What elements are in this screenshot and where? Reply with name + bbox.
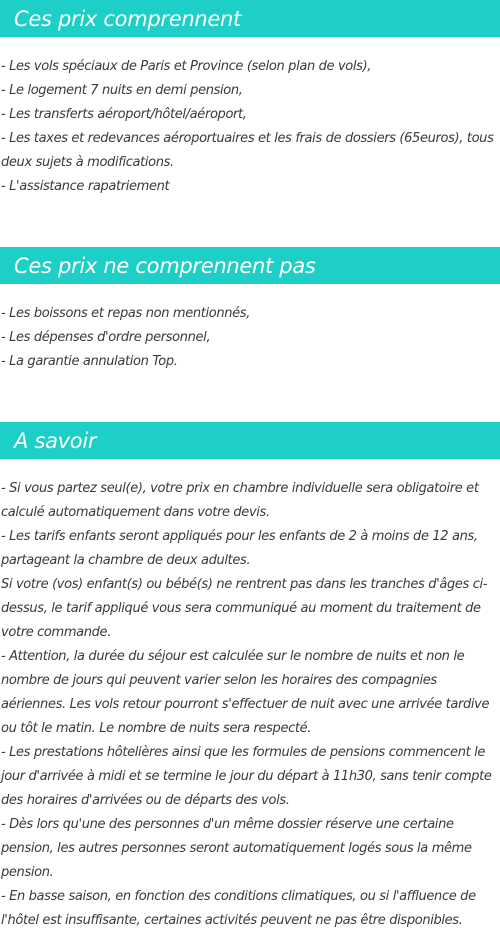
section-header [0,247,500,284]
section-included [0,0,500,199]
text-line: - Les boissons et repas non mentionnés, [1,306,250,321]
text-line: - Dès lors qu'une des personnes d'un même dossier réserve une certaine [1,817,454,832]
text-line: - La garantie annulation Top. [1,354,178,369]
text-line: jour d'arrivée à midi et se termine le jour du départ à 11h30, sans tenir compte [1,769,492,784]
text-line: ou tôt le matin. Le nombre de nuits sera respecté. [1,721,312,736]
text-line: - L'assistance rapatriement [1,179,170,194]
text-line: - En basse saison, en fonction des conditions climatiques, ou si l'affluence de [1,889,476,904]
text-line: nombre de jours qui peuvent varier selon les horaires des compagnies [1,673,437,688]
text-line: votre commande. [1,625,111,640]
text-line: - Les tarifs enfants seront appliqués pour les enfants de 2 à moins de 12 ans, [1,529,478,544]
text-line: - Les transferts aéroport/hôtel/aéroport, [1,107,247,122]
section-title: Ces prix comprennent [14,6,241,31]
text-line: - Les vols spéciaux de Paris et Province (selon plan de vols), [1,59,372,74]
section-title: Ces prix ne comprennent pas [14,253,316,278]
text-line: partageant la chambre de deux adultes. [1,553,251,568]
text-line: des horaires d'arrivées ou de départs des vols. [1,793,290,808]
text-line: deux sujets à modifications. [1,155,174,170]
text-line: - Les dépenses d'ordre personnel, [1,330,211,345]
section-good-to-know [0,422,500,933]
text-line: Si votre (vos) enfant(s) ou bébé(s) ne rentrent pas dans les tranches d'âges ci- [1,577,488,592]
text-line: aériennes. Les vols retour pourront s'effectuer de nuit avec une arrivée tardive [1,697,490,712]
text-line: - Attention, la durée du séjour est calculée sur le nombre de nuits et non le [1,649,465,664]
section-header [0,0,500,37]
section-body [0,284,500,374]
section-not-included [0,247,500,374]
text-line: - Les prestations hôtelières ainsi que les formules de pensions commencent le [1,745,486,760]
text-line: - Si vous partez seul(e), votre prix en chambre individuelle sera obligatoire et [1,481,479,496]
text-line: calculé automatiquement dans votre devis. [1,505,270,520]
section-header [0,422,500,459]
section-body [0,37,500,199]
section-body [0,459,500,933]
section-title: A savoir [14,428,97,453]
text-line: pension. [1,865,54,880]
text-line: dessus, le tarif appliqué vous sera communiqué au moment du traitement de [1,601,481,616]
text-line: - Les taxes et redevances aéroportuaires et les frais de dossiers (65euros), tous [1,131,494,146]
text-line: l'hôtel est insuffisante, certaines activités peuvent ne pas être disponibles. [1,913,463,928]
text-line: - Le logement 7 nuits en demi pension, [1,83,243,98]
text-line: pension, les autres personnes seront automatiquement logés sous la même [1,841,472,856]
